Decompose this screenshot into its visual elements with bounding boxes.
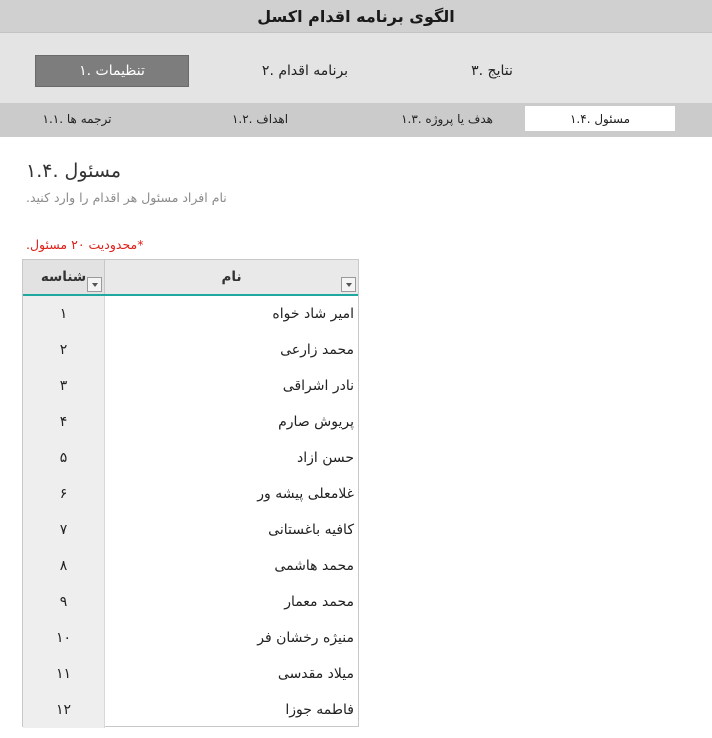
id-cell[interactable]: ۱۰ xyxy=(23,620,105,656)
name-cell[interactable]: حسن ازاد xyxy=(296,450,354,466)
responsible-table xyxy=(22,259,359,727)
name-cell[interactable]: میلاد مقدسی xyxy=(277,666,354,682)
chevron-down-icon xyxy=(92,283,98,287)
id-cell[interactable]: ۳ xyxy=(23,368,105,404)
name-cell[interactable]: محمد هاشمی xyxy=(274,558,354,574)
name-cell[interactable]: محمد معمار xyxy=(284,594,354,610)
table-header xyxy=(23,260,358,296)
chevron-down-icon xyxy=(346,283,352,287)
sub-tab-translations[interactable]: ترجمه ها .۱.۱ xyxy=(42,111,112,126)
table-row xyxy=(23,584,358,620)
table-row xyxy=(23,692,358,728)
name-cell[interactable]: فاطمه جوزا xyxy=(285,702,354,718)
main-tab-bar xyxy=(0,33,712,103)
name-cell[interactable]: امیر شاد خواه xyxy=(272,306,354,322)
name-filter-dropdown-button[interactable] xyxy=(341,277,356,292)
name-cell[interactable]: غلامعلی پیشه ور xyxy=(257,486,354,502)
sub-tab-responsible[interactable]: مسئول .۱.۴ xyxy=(525,106,675,131)
tab-action-plan[interactable]: برنامه اقدام .۲ xyxy=(261,63,349,79)
id-cell[interactable]: ۲ xyxy=(23,332,105,368)
table-row xyxy=(23,440,358,476)
sub-tab-goals[interactable]: اهداف .۱.۲ xyxy=(231,111,289,126)
table-row xyxy=(23,296,358,332)
name-cell[interactable]: منیژه رخشان فر xyxy=(257,630,354,646)
table-row xyxy=(23,404,358,440)
id-cell[interactable]: ۴ xyxy=(23,404,105,440)
table-row xyxy=(23,512,358,548)
id-cell[interactable]: ۶ xyxy=(23,476,105,512)
id-cell[interactable]: ۱۲ xyxy=(23,692,105,728)
page-title: مسئول .۱.۴ xyxy=(26,160,122,182)
name-cell[interactable]: کافیه باغستانی xyxy=(268,522,354,538)
column-header-id xyxy=(23,260,105,294)
sub-tab-bar xyxy=(0,103,712,137)
sub-tab-objective-project[interactable]: هدف یا پروژه .۱.۳ xyxy=(401,111,493,126)
table-body xyxy=(23,296,358,728)
name-cell[interactable]: پریوش صارم xyxy=(278,414,354,430)
table-row xyxy=(23,476,358,512)
section-description: نام افراد مسئول هر اقدام را وارد کنید. xyxy=(26,190,227,205)
table-row xyxy=(23,620,358,656)
tab-settings[interactable]: تنظیمات .۱ xyxy=(35,55,189,87)
id-cell[interactable]: ۷ xyxy=(23,512,105,548)
table-row xyxy=(23,656,358,692)
id-cell[interactable]: ۱۱ xyxy=(23,656,105,692)
column-header-name-label: نام xyxy=(221,269,242,285)
tab-results[interactable]: نتایج .۳ xyxy=(471,63,513,79)
limit-note: *محدودیت ۲۰ مسئول. xyxy=(26,237,144,252)
id-cell[interactable]: ۵ xyxy=(23,440,105,476)
id-cell[interactable]: ۹ xyxy=(23,584,105,620)
name-cell[interactable]: نادر اشراقی xyxy=(282,378,354,394)
id-cell[interactable]: ۱ xyxy=(23,296,105,332)
name-cell[interactable]: محمد زارعی xyxy=(280,342,354,358)
column-header-name xyxy=(105,260,358,294)
table-row xyxy=(23,548,358,584)
table-row xyxy=(23,368,358,404)
table-row xyxy=(23,332,358,368)
id-cell[interactable]: ۸ xyxy=(23,548,105,584)
id-filter-dropdown-button[interactable] xyxy=(87,277,102,292)
column-header-id-label: شناسه xyxy=(40,269,87,285)
app-title: الگوی برنامه اقدام اکسل xyxy=(0,0,712,33)
